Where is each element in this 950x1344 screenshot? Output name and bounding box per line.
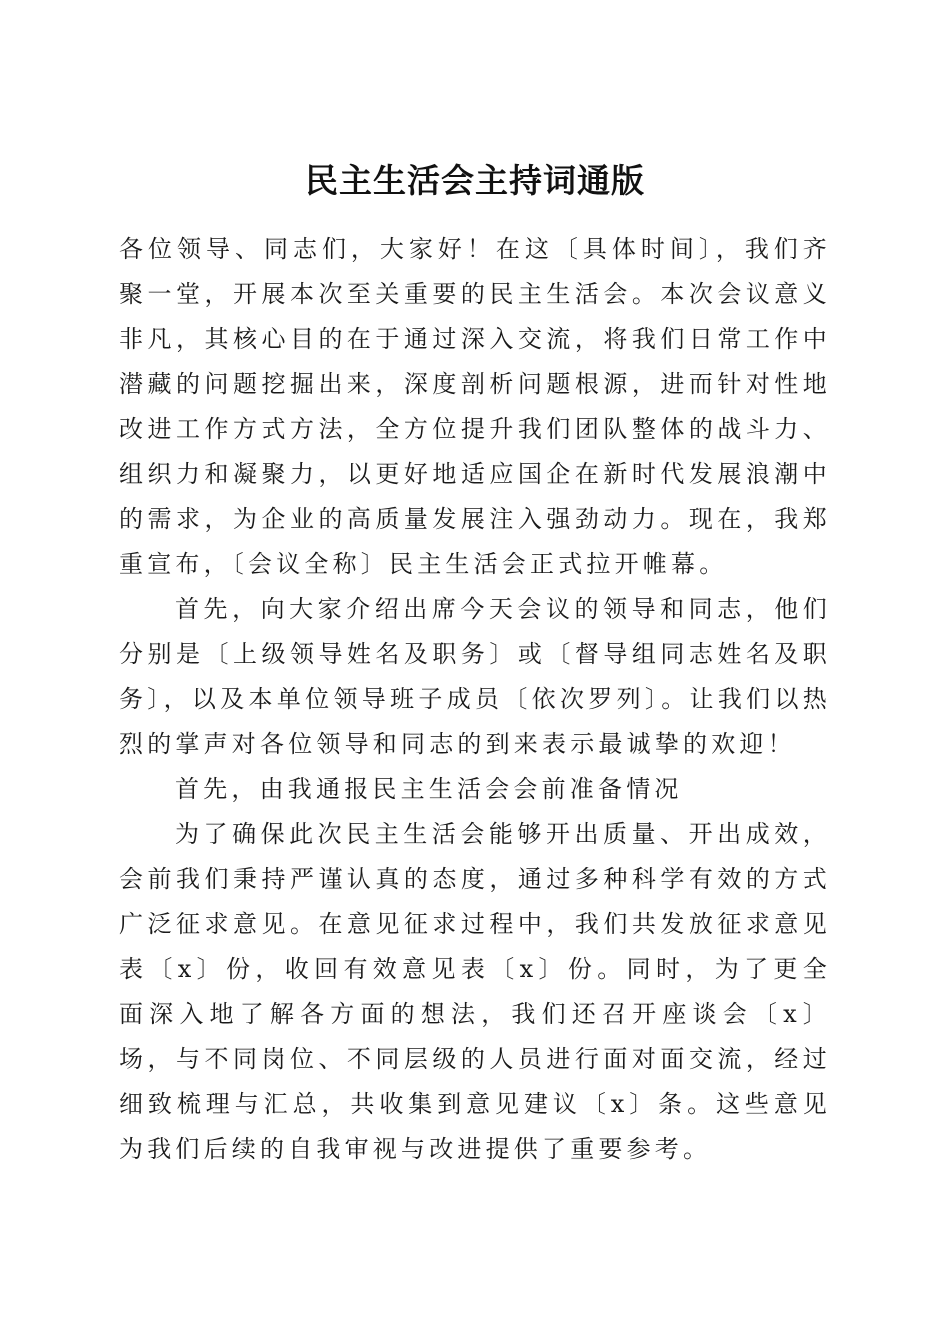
paragraph-agenda-heading: 首先，由我通报民主生活会会前准备情况 (175, 775, 683, 803)
document-body (119, 227, 831, 1172)
paragraph-preparation: 为了确保此次民主生活会能够开出质量、开出成效，会前我们秉持严谨认真的态度，通过多种科学有效的方式广泛征求意见。在意见征求过程中，我们共发放征求意见表〔x〕份，收回有效意见表〔x〕份。同时，为了更全面深入地了解各方面的想法，我们还召开座谈会〔x〕场，与不同岗位、不同层级的人员进行面对面交流，经过细致梳理与汇总，共收集到意见建议〔x〕条。这些意见为我们后续的自我审视与改进提供了重要参考。 (119, 820, 831, 1163)
paragraph-attendees: 首先，向大家介绍出席今天会议的领导和同志，他们分别是〔上级领导姓名及职务〕或〔督导组同志姓名及职务〕，以及本单位领导班子成员〔依次罗列〕。让我们以热烈的掌声对各位领导和同志的到来表示最诚挚的欢迎！ (119, 595, 831, 758)
document-title: 民主生活会主持词通版 (305, 161, 645, 201)
paragraph-opening: 各位领导、同志们，大家好！在这〔具体时间〕，我们齐聚一堂，开展本次至关重要的民主生活会。本次会议意义非凡，其核心目的在于通过深入交流，将我们日常工作中潜藏的问题挖掘出来，深度剖析问题根源，进而针对性地改进工作方式方法，全方位提升我们团队整体的战斗力、组织力和凝聚力，以更好地适应国企在新时代发展浪潮中的需求，为企业的高质量发展注入强劲动力。现在，我郑重宣布，〔会议全称〕民主生活会正式拉开帷幕。 (119, 235, 831, 578)
